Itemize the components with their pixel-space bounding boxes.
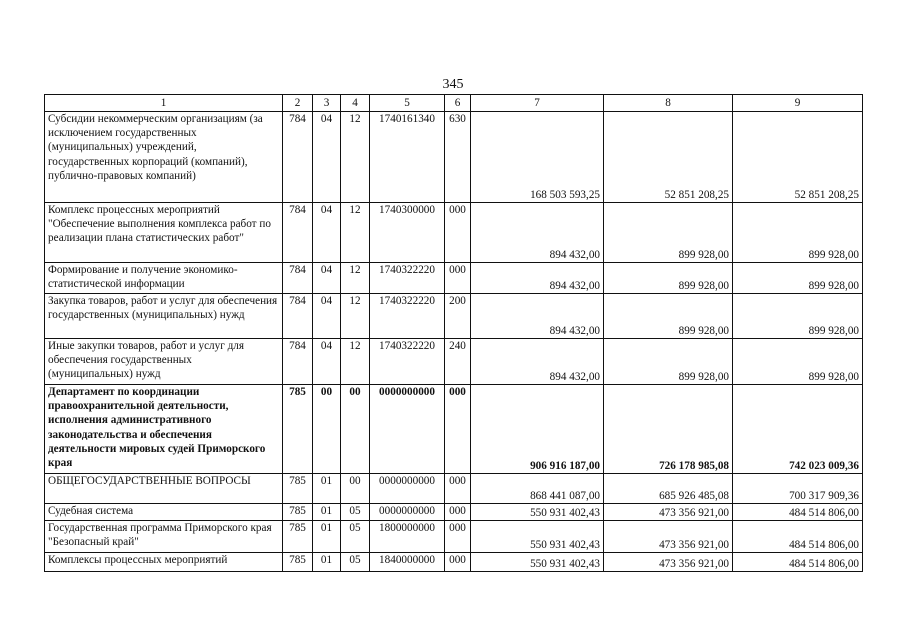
table-row <box>45 203 863 263</box>
row-name-cell: Комплексы процессных мероприятий <box>45 553 283 572</box>
subsection-code-cell: 05 <box>341 504 370 521</box>
amount-col8-cell: 899 928,00 <box>604 203 733 263</box>
amount-col9-cell: 52 851 208,25 <box>733 112 863 203</box>
subsection-code-cell: 12 <box>341 294 370 339</box>
ministry-code-cell: 785 <box>283 521 313 553</box>
column-header: 7 <box>471 95 604 112</box>
row-name-cell: Департамент по координации правоохранительной деятельности, исполнения административного законодательства и обеспечения деятельности мировых судей Приморского края <box>45 385 283 474</box>
ministry-code-cell: 784 <box>283 339 313 385</box>
amount-col7-cell: 550 931 402,43 <box>471 521 604 553</box>
expense-type-cell: 000 <box>445 504 471 521</box>
table-row <box>45 521 863 553</box>
row-name-cell: Государственная программа Приморского края "Безопасный край" <box>45 521 283 553</box>
amount-col8-cell: 685 926 485,08 <box>604 474 733 504</box>
amount-col8-cell: 52 851 208,25 <box>604 112 733 203</box>
ministry-code-cell: 784 <box>283 263 313 294</box>
table-row <box>45 504 863 521</box>
section-code-cell: 04 <box>313 263 341 294</box>
section-code-cell: 04 <box>313 339 341 385</box>
expense-type-cell: 000 <box>445 203 471 263</box>
target-article-cell: 1840000000 <box>370 553 445 572</box>
amount-col9-cell: 484 514 806,00 <box>733 553 863 572</box>
table-row <box>45 385 863 474</box>
amount-col8-cell: 473 356 921,00 <box>604 504 733 521</box>
amount-col9-cell: 700 317 909,36 <box>733 474 863 504</box>
expense-type-cell: 000 <box>445 385 471 474</box>
amount-col7-cell: 550 931 402,43 <box>471 504 604 521</box>
column-header: 4 <box>341 95 370 112</box>
amount-col9-cell: 742 023 009,36 <box>733 385 863 474</box>
amount-col9-cell: 899 928,00 <box>733 263 863 294</box>
target-article-cell: 1740322220 <box>370 263 445 294</box>
amount-col7-cell: 168 503 593,25 <box>471 112 604 203</box>
amount-col8-cell: 473 356 921,00 <box>604 553 733 572</box>
amount-col7-cell: 868 441 087,00 <box>471 474 604 504</box>
amount-col7-cell: 894 432,00 <box>471 339 604 385</box>
column-number-header-row <box>45 95 863 112</box>
subsection-code-cell: 00 <box>341 474 370 504</box>
amount-col8-cell: 899 928,00 <box>604 263 733 294</box>
amount-col9-cell: 484 514 806,00 <box>733 504 863 521</box>
row-name-cell: Закупка товаров, работ и услуг для обеспечения государственных (муниципальных) нужд <box>45 294 283 339</box>
expense-type-cell: 000 <box>445 521 471 553</box>
budget-table <box>44 94 863 572</box>
target-article-cell: 1740161340 <box>370 112 445 203</box>
column-header: 2 <box>283 95 313 112</box>
target-article-cell: 1740300000 <box>370 203 445 263</box>
expense-type-cell: 000 <box>445 474 471 504</box>
amount-col9-cell: 484 514 806,00 <box>733 521 863 553</box>
section-code-cell: 04 <box>313 203 341 263</box>
column-header: 5 <box>370 95 445 112</box>
section-code-cell: 04 <box>313 294 341 339</box>
table-row <box>45 339 863 385</box>
section-code-cell: 01 <box>313 521 341 553</box>
row-name-cell: Формирование и получение экономико-статистической информации <box>45 263 283 294</box>
expense-type-cell: 240 <box>445 339 471 385</box>
column-header: 1 <box>45 95 283 112</box>
ministry-code-cell: 785 <box>283 504 313 521</box>
amount-col9-cell: 899 928,00 <box>733 294 863 339</box>
section-code-cell: 01 <box>313 504 341 521</box>
section-code-cell: 00 <box>313 385 341 474</box>
expense-type-cell: 000 <box>445 263 471 294</box>
expense-type-cell: 200 <box>445 294 471 339</box>
subsection-code-cell: 00 <box>341 385 370 474</box>
table-row <box>45 474 863 504</box>
table-row <box>45 553 863 572</box>
target-article-cell: 1740322220 <box>370 294 445 339</box>
table-row <box>45 263 863 294</box>
row-name-cell: Субсидии некоммерческим организациям (за исключением государственных (муниципальных) учреждений, государственных корпораций (компаний), публично-правовых компаний) <box>45 112 283 203</box>
ministry-code-cell: 785 <box>283 553 313 572</box>
section-code-cell: 01 <box>313 553 341 572</box>
subsection-code-cell: 12 <box>341 339 370 385</box>
amount-col7-cell: 894 432,00 <box>471 263 604 294</box>
target-article-cell: 0000000000 <box>370 385 445 474</box>
amount-col8-cell: 473 356 921,00 <box>604 521 733 553</box>
subsection-code-cell: 05 <box>341 553 370 572</box>
row-name-cell: Комплекс процессных мероприятий "Обеспечение выполнения комплекса работ по реализации плана статистических работ" <box>45 203 283 263</box>
row-name-cell: ОБЩЕГОСУДАРСТВЕННЫЕ ВОПРОСЫ <box>45 474 283 504</box>
ministry-code-cell: 784 <box>283 203 313 263</box>
subsection-code-cell: 12 <box>341 112 370 203</box>
page-number: 345 <box>442 77 464 92</box>
amount-col8-cell: 726 178 985,08 <box>604 385 733 474</box>
subsection-code-cell: 05 <box>341 521 370 553</box>
subsection-code-cell: 12 <box>341 263 370 294</box>
amount-col8-cell: 899 928,00 <box>604 339 733 385</box>
amount-col9-cell: 899 928,00 <box>733 339 863 385</box>
row-name-cell: Судебная система <box>45 504 283 521</box>
column-header: 3 <box>313 95 341 112</box>
column-header: 6 <box>445 95 471 112</box>
section-code-cell: 01 <box>313 474 341 504</box>
expense-type-cell: 000 <box>445 553 471 572</box>
amount-col7-cell: 550 931 402,43 <box>471 553 604 572</box>
amount-col7-cell: 894 432,00 <box>471 203 604 263</box>
target-article-cell: 0000000000 <box>370 504 445 521</box>
column-header: 9 <box>733 95 863 112</box>
ministry-code-cell: 785 <box>283 474 313 504</box>
amount-col7-cell: 906 916 187,00 <box>471 385 604 474</box>
table-row <box>45 112 863 203</box>
section-code-cell: 04 <box>313 112 341 203</box>
subsection-code-cell: 12 <box>341 203 370 263</box>
expense-type-cell: 630 <box>445 112 471 203</box>
target-article-cell: 0000000000 <box>370 474 445 504</box>
amount-col9-cell: 899 928,00 <box>733 203 863 263</box>
column-header: 8 <box>604 95 733 112</box>
row-name-cell: Иные закупки товаров, работ и услуг для обеспечения государственных (муниципальных) нужд <box>45 339 283 385</box>
ministry-code-cell: 784 <box>283 112 313 203</box>
target-article-cell: 1800000000 <box>370 521 445 553</box>
table-row <box>45 294 863 339</box>
target-article-cell: 1740322220 <box>370 339 445 385</box>
amount-col8-cell: 899 928,00 <box>604 294 733 339</box>
amount-col7-cell: 894 432,00 <box>471 294 604 339</box>
ministry-code-cell: 784 <box>283 294 313 339</box>
ministry-code-cell: 785 <box>283 385 313 474</box>
